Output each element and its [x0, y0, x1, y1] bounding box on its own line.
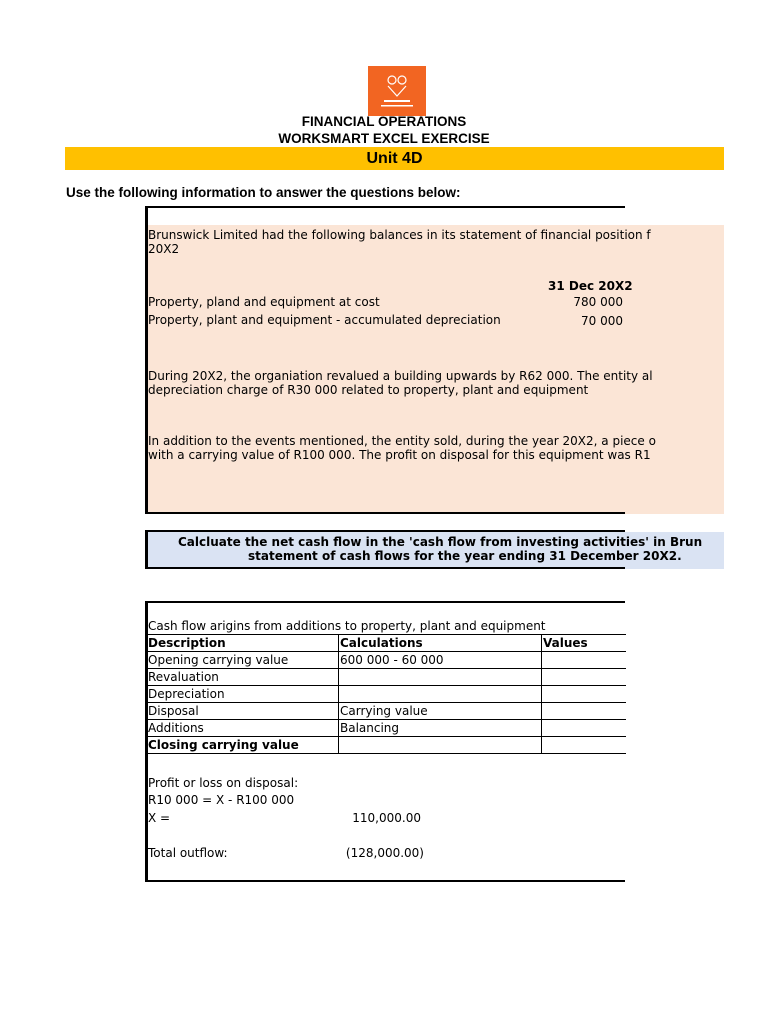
instruction-text: Use the following information to answer the questions below:: [66, 185, 461, 200]
description-cell[interactable]: Additions: [147, 720, 339, 737]
divider: [145, 601, 625, 603]
info-intro-line1: Brunswick Limited had the following balances in its statement of financial position f: [148, 228, 651, 242]
university-logo-icon: [368, 66, 426, 116]
total-outflow-value: (128,000.00): [345, 846, 424, 860]
info-paragraph3-line2: with a carrying value of R100 000. The profit on disposal for this equipment was R1: [148, 448, 651, 462]
calculation-cell[interactable]: Balancing: [339, 720, 542, 737]
info-paragraph3-line1: In addition to the events mentioned, the entity sold, during the year 20X2, a piece o: [148, 434, 656, 448]
answer-heading: Cash flow arigins from additions to property, plant and equipment: [148, 619, 546, 633]
x-label: X =: [148, 811, 171, 825]
question-line2: statement of cash flows for the year ending 31 December 20X2.: [248, 549, 682, 563]
value-cell[interactable]: [542, 720, 626, 737]
divider: [145, 206, 625, 208]
table-row: [147, 737, 626, 754]
column-header-description: Description: [147, 635, 339, 652]
calculation-cell[interactable]: 600 000 - 60 000: [339, 652, 542, 669]
table-row: [147, 720, 626, 737]
calculation-cell[interactable]: Carrying value: [339, 703, 542, 720]
table-row: [147, 686, 626, 703]
table-header-row: [147, 635, 626, 652]
calculation-cell[interactable]: [339, 669, 542, 686]
description-cell[interactable]: Revaluation: [147, 669, 339, 686]
table-row: [147, 652, 626, 669]
value-cell[interactable]: [542, 703, 626, 720]
description-cell[interactable]: Opening carrying value: [147, 652, 339, 669]
divider: [145, 530, 625, 532]
table-row: [147, 669, 626, 686]
description-cell[interactable]: Disposal: [147, 703, 339, 720]
divider: [145, 530, 148, 569]
info-paragraph2-line1: During 20X2, the organiation revalued a building upwards by R62 000. The entity al: [148, 369, 653, 383]
unit-banner: [65, 147, 724, 170]
description-cell[interactable]: Depreciation: [147, 686, 339, 703]
divider: [145, 567, 625, 569]
x-value: 110,000.00: [352, 811, 421, 825]
value-cell[interactable]: [542, 737, 626, 754]
info-row-value: 70 000: [581, 314, 623, 328]
description-cell[interactable]: Closing carrying value: [147, 737, 339, 754]
table-row: [147, 703, 626, 720]
info-intro-line2: 20X2: [148, 242, 180, 256]
total-outflow-label: Total outflow:: [148, 846, 228, 860]
profit-equation: R10 000 = X - R100 000: [148, 793, 295, 807]
cash-flow-table: [146, 634, 626, 754]
profit-label: Profit or loss on disposal:: [148, 776, 299, 790]
column-header-values: Values: [542, 635, 626, 652]
value-cell[interactable]: [542, 652, 626, 669]
value-cell[interactable]: [542, 669, 626, 686]
calculation-cell[interactable]: [339, 737, 542, 754]
divider: [145, 880, 625, 882]
unit-label: Unit 4D: [366, 150, 423, 167]
document-subtitle: WORKSMART EXCEL EXERCISE: [278, 131, 490, 146]
value-cell[interactable]: [542, 686, 626, 703]
question-line1: Calcluate the net cash flow in the 'cash flow from investing activities' in Brun: [178, 535, 703, 549]
info-row-label: Property, pland and equipment at cost: [148, 295, 380, 309]
document-title: FINANCIAL OPERATIONS: [301, 114, 467, 129]
info-row-value: 780 000: [573, 295, 623, 309]
info-row-label: Property, plant and equipment - accumulated depreciation: [148, 313, 501, 327]
column-header-calculations: Calculations: [339, 635, 542, 652]
info-paragraph2-line2: depreciation charge of R30 000 related to property, plant and equipment: [148, 383, 589, 397]
divider: [145, 512, 625, 514]
info-column-header: 31 Dec 20X2: [548, 279, 633, 293]
calculation-cell[interactable]: [339, 686, 542, 703]
